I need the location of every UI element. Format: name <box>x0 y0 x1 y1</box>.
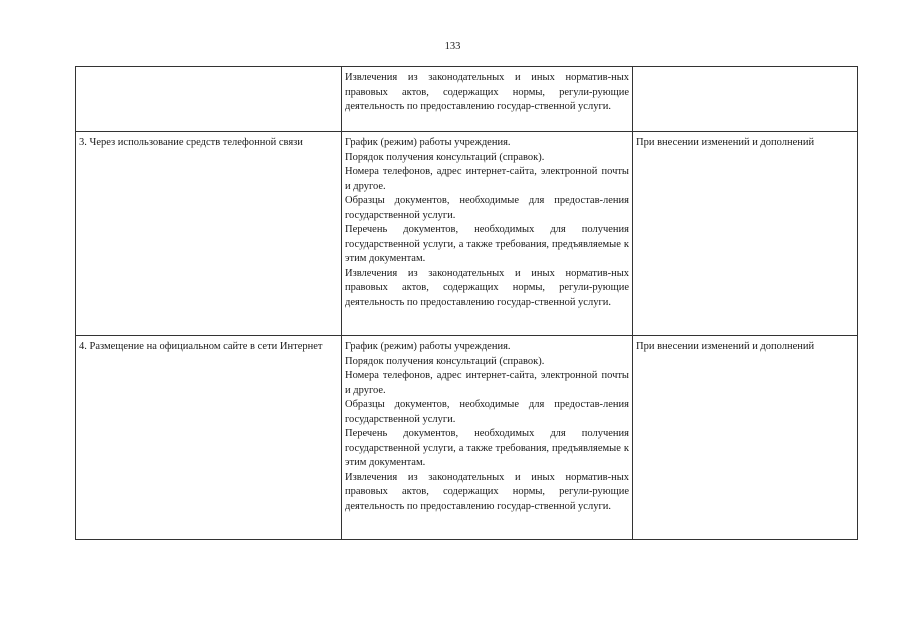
info-paragraph: Образцы документов, необходимые для предостав-ления государственной услуги. <box>345 195 629 221</box>
info-paragraph: Номера телефонов, адрес интернет-сайта, электронной почты и другое. <box>345 166 629 192</box>
info-paragraph: Перечень документов, необходимых для получения государственной услуги, а также требования, предъявляемые к этим документам. <box>345 428 629 468</box>
info-paragraph: Перечень документов, необходимых для получения государственной услуги, а также требования, предъявляемые к этим документам. <box>345 224 629 264</box>
timing-cell <box>633 336 858 540</box>
info-cell <box>342 132 633 336</box>
method-text: 4. Размещение на официальном сайте в сети Интернет <box>79 341 323 352</box>
info-paragraph: Образцы документов, необходимые для предостав-ления государственной услуги. <box>345 399 629 425</box>
info-paragraph: Порядок получения консультаций (справок). <box>345 151 545 163</box>
info-paragraph: Номера телефонов, адрес интернет-сайта, электронной почты и другое. <box>345 370 629 396</box>
table-row <box>76 132 858 336</box>
info-paragraph: Извлечения из законодательных и иных норматив-ных правовых актов, содержащих нормы, регули-рующие деятельность по предоставлению государ-ственной услуги. <box>345 72 629 112</box>
info-paragraph: Извлечения из законодательных и иных норматив-ных правовых актов, содержащих нормы, регули-рующие деятельность по предоставлению государ-ственной услуги. <box>345 471 629 512</box>
info-paragraph: Порядок получения консультаций (справок). <box>345 355 545 367</box>
method-cell <box>76 132 342 336</box>
timing-cell <box>633 67 858 132</box>
info-paragraph: График (режим) работы учреждения. <box>345 137 511 148</box>
info-cell <box>342 67 633 132</box>
method-text: 3. Через использование средств телефонной связи <box>79 137 303 148</box>
table-row <box>76 336 858 540</box>
page-number: 133 <box>444 41 461 52</box>
method-cell <box>76 67 342 132</box>
timing-text: При внесении изменений и дополнений <box>636 341 815 352</box>
timing-cell <box>633 132 858 336</box>
info-cell <box>342 336 633 540</box>
info-paragraph: Извлечения из законодательных и иных норматив-ных правовых актов, содержащих нормы, регули-рующие деятельность по предоставлению государ-ственной услуги. <box>345 267 629 308</box>
info-table <box>75 66 858 540</box>
info-paragraph: График (режим) работы учреждения. <box>345 341 511 352</box>
timing-text: При внесении изменений и дополнений <box>636 137 815 148</box>
method-cell <box>76 336 342 540</box>
table-row <box>76 67 858 132</box>
